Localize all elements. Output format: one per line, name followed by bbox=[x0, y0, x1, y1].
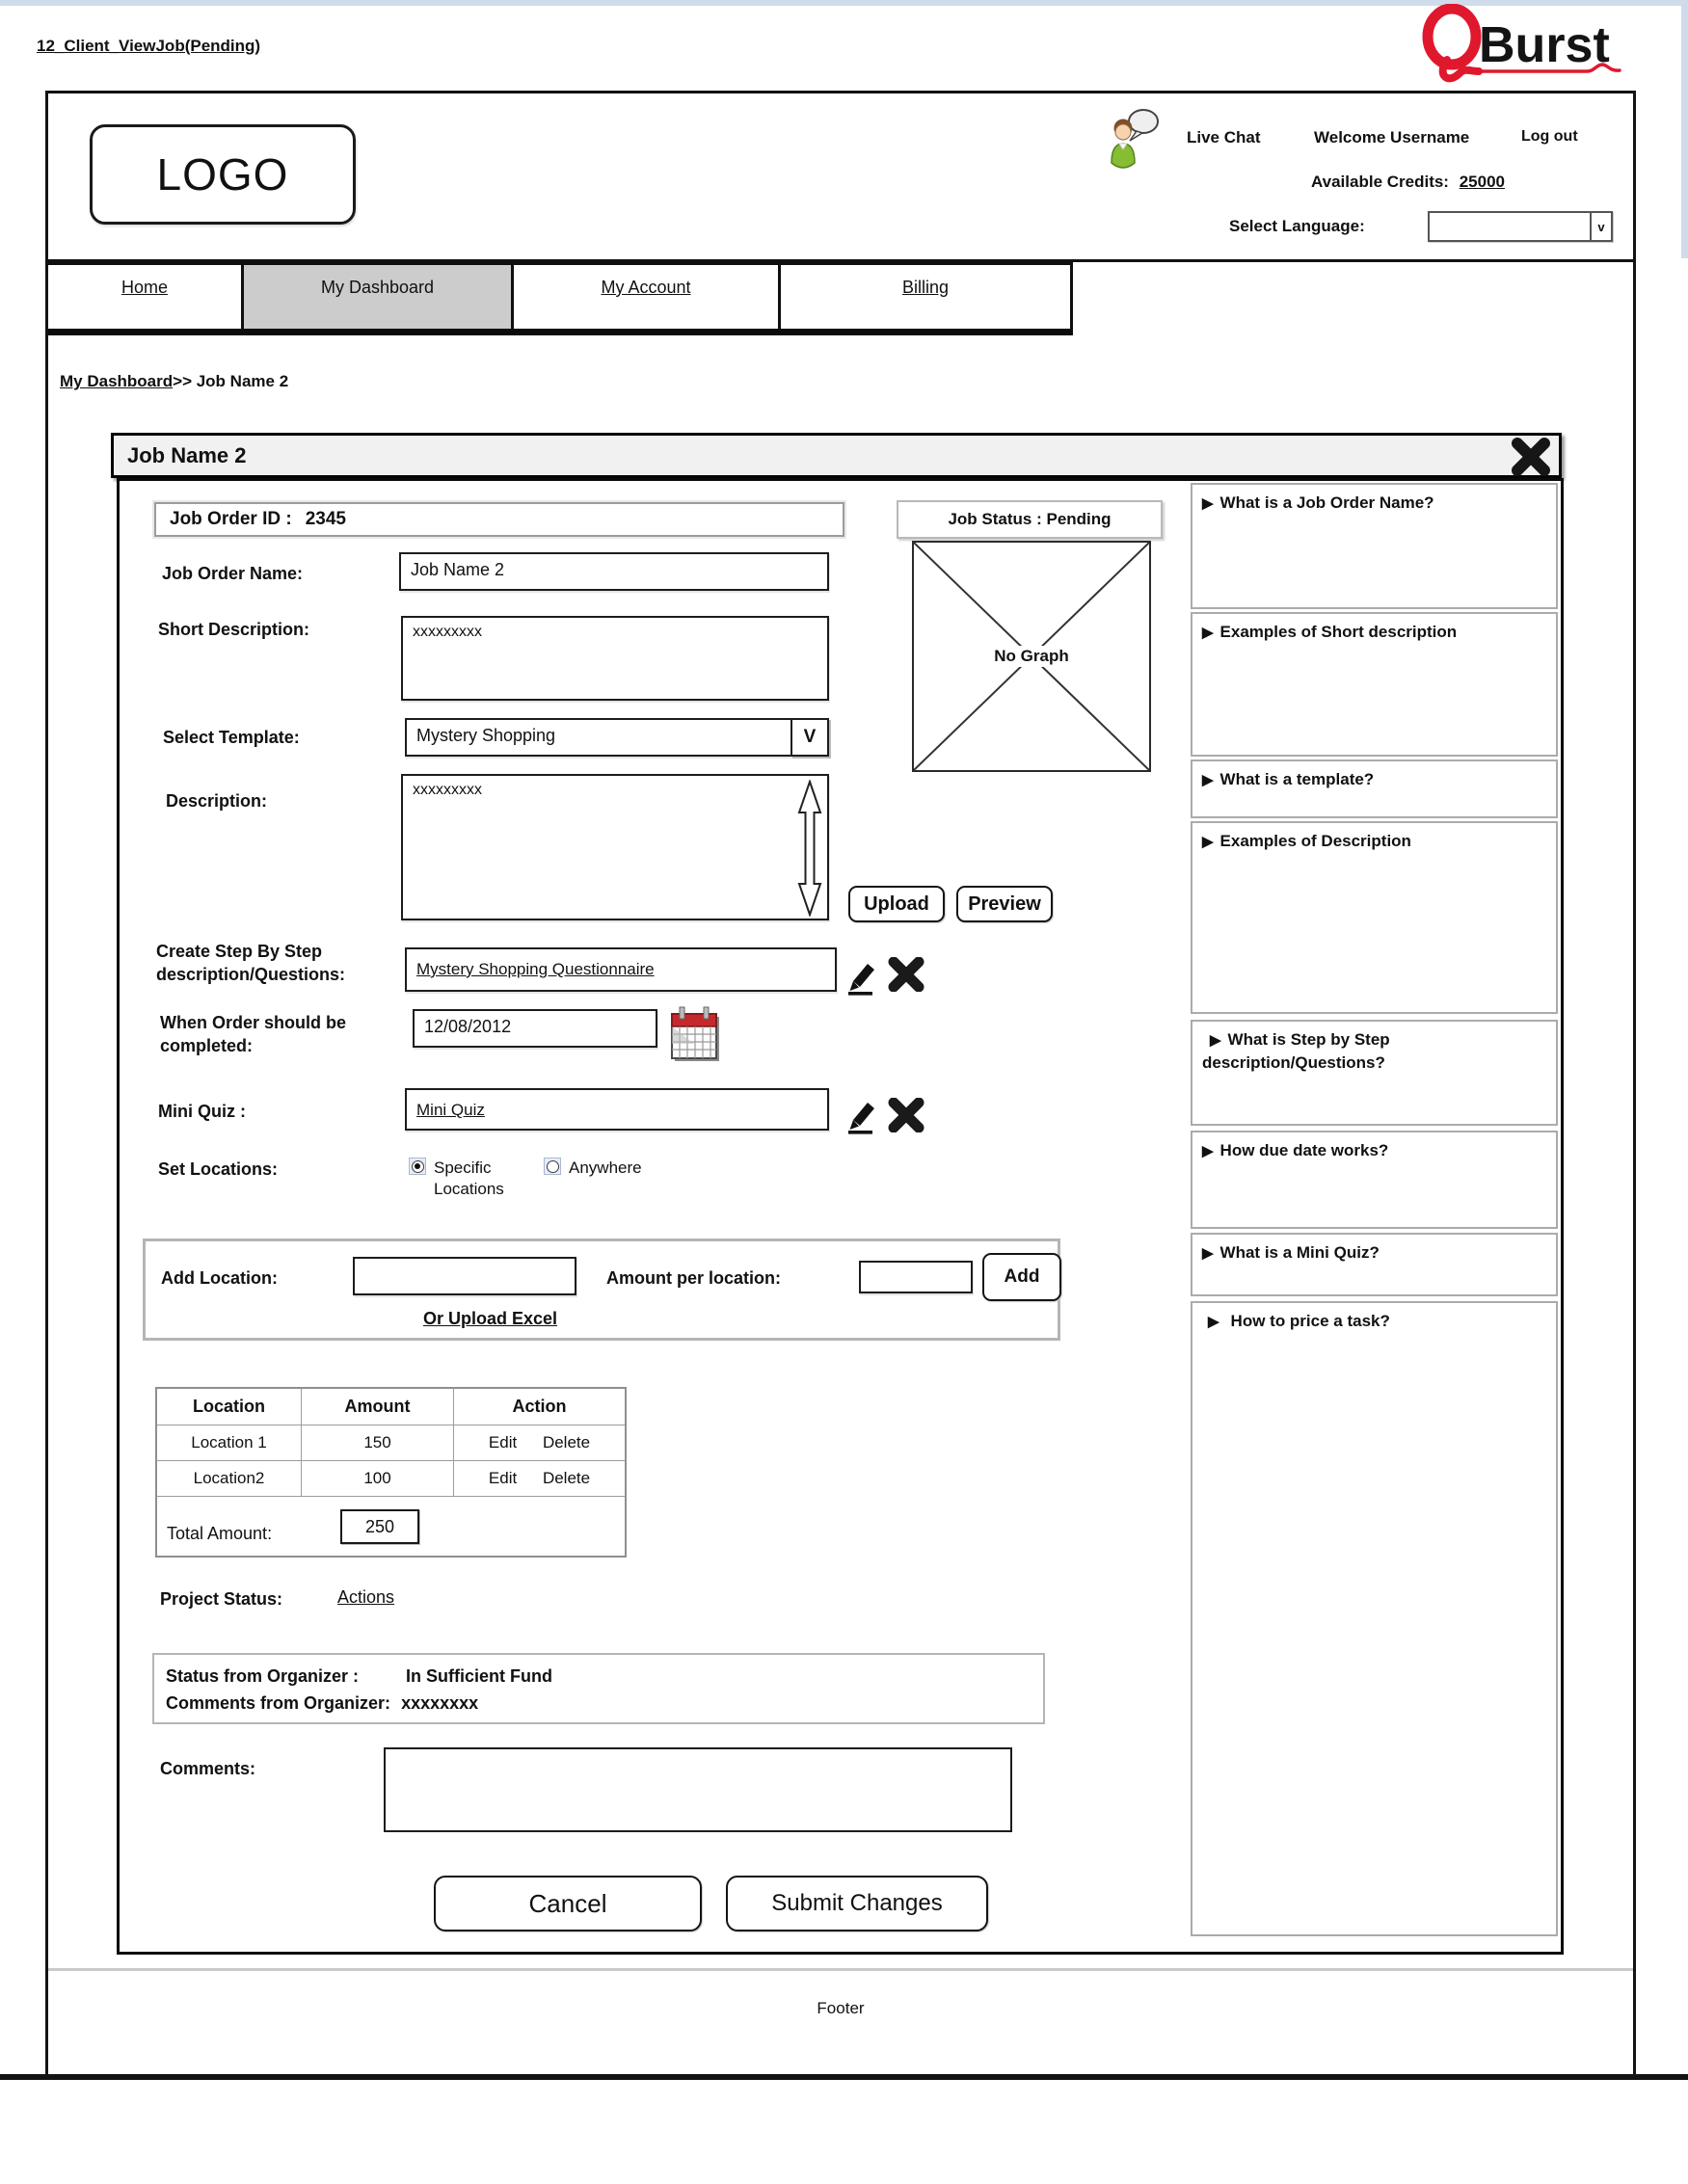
project-status-label: Project Status: bbox=[160, 1589, 283, 1609]
scroll-arrows-icon bbox=[797, 780, 822, 917]
job-order-id-label: Job Order ID : bbox=[170, 509, 292, 529]
delete-link[interactable]: Delete bbox=[542, 1433, 591, 1452]
actions-link[interactable]: Actions bbox=[337, 1587, 395, 1607]
due-date-label-line1: When Order should be bbox=[160, 1013, 347, 1032]
radio-specific-locations[interactable] bbox=[409, 1158, 426, 1175]
tab-my-dashboard[interactable]: My Dashboard bbox=[241, 262, 514, 332]
template-select-value: Mystery Shopping bbox=[416, 726, 556, 745]
short-description-textarea[interactable]: xxxxxxxxx bbox=[401, 616, 829, 701]
upload-button[interactable]: Upload bbox=[848, 886, 945, 922]
qburst-logo bbox=[1415, 4, 1647, 83]
triangle-bullet-icon: ▶ bbox=[1202, 625, 1214, 641]
step-questionnaire-link[interactable]: Mystery Shopping Questionnaire bbox=[416, 960, 655, 978]
triangle-bullet-icon: ▶ bbox=[1202, 772, 1214, 788]
cancel-button[interactable]: Cancel bbox=[434, 1876, 702, 1931]
select-template-label: Select Template: bbox=[163, 728, 300, 747]
organizer-status-label: Status from Organizer : bbox=[166, 1666, 360, 1686]
job-order-id-value: 2345 bbox=[305, 509, 346, 529]
help-item-label: What is a Mini Quiz? bbox=[1219, 1243, 1380, 1262]
cell-amount: 150 bbox=[301, 1425, 453, 1460]
triangle-bullet-icon: ▶ bbox=[1202, 834, 1214, 850]
cell-actions bbox=[453, 1461, 625, 1496]
step-label-line2: description/Questions: bbox=[156, 965, 346, 984]
add-button[interactable]: Add bbox=[982, 1253, 1061, 1301]
edit-icon[interactable] bbox=[844, 955, 879, 1000]
mini-quiz-input[interactable] bbox=[405, 1088, 829, 1131]
col-amount: Amount bbox=[301, 1389, 453, 1425]
radio-specific-locations-label: Specific Locations bbox=[434, 1159, 504, 1198]
cell-amount: 100 bbox=[301, 1461, 453, 1496]
page-border-right bbox=[1633, 91, 1636, 2078]
mini-quiz-link[interactable]: Mini Quiz bbox=[416, 1101, 485, 1119]
welcome-user-label: Welcome Username bbox=[1314, 128, 1470, 146]
help-item-mini-quiz[interactable] bbox=[1191, 1233, 1558, 1296]
step-input[interactable] bbox=[405, 947, 837, 992]
mini-quiz-label: Mini Quiz : bbox=[158, 1102, 246, 1121]
organizer-comments-label: Comments from Organizer: bbox=[166, 1693, 391, 1713]
delete-icon[interactable] bbox=[886, 957, 926, 997]
calendar-icon[interactable] bbox=[669, 1005, 721, 1068]
step-label-line1: Create Step By Step bbox=[156, 942, 323, 961]
dialog-title: Job Name 2 bbox=[127, 442, 247, 467]
col-location: Location bbox=[193, 1397, 265, 1416]
breadcrumb-dashboard-link[interactable]: My Dashboard bbox=[60, 372, 174, 390]
svg-text:Burst: Burst bbox=[1479, 17, 1610, 73]
add-location-input[interactable] bbox=[353, 1257, 576, 1295]
job-order-name-label: Job Order Name: bbox=[162, 564, 304, 583]
amount-per-location-input[interactable] bbox=[859, 1261, 973, 1293]
help-item-label: What is Step by Step description/Questions? bbox=[1202, 1030, 1390, 1072]
tab-home[interactable]: Home bbox=[45, 262, 244, 332]
triangle-bullet-icon: ▶ bbox=[1202, 1143, 1214, 1159]
due-date-input[interactable]: 12/08/2012 bbox=[413, 1009, 657, 1048]
help-item-label: How due date works? bbox=[1219, 1141, 1389, 1159]
table-header-row bbox=[157, 1389, 625, 1425]
delete-link[interactable]: Delete bbox=[542, 1469, 591, 1487]
radio-anywhere-label: Anywhere bbox=[569, 1159, 642, 1177]
set-locations-label: Set Locations: bbox=[158, 1159, 279, 1179]
help-item-label: What is a template? bbox=[1219, 770, 1375, 788]
table-row bbox=[157, 1460, 625, 1496]
page-border-left bbox=[45, 91, 48, 2078]
add-location-label: Add Location: bbox=[161, 1268, 278, 1288]
close-icon[interactable] bbox=[1509, 437, 1553, 477]
add-location-panel bbox=[143, 1238, 1060, 1341]
help-item-label: What is a Job Order Name? bbox=[1219, 493, 1434, 512]
tab-my-account[interactable]: My Account bbox=[511, 262, 781, 332]
no-graph-label: No Graph bbox=[989, 646, 1073, 667]
credits-label: Available Credits: bbox=[1311, 173, 1449, 191]
help-item-step-by-step[interactable] bbox=[1191, 1020, 1558, 1126]
description-label: Description: bbox=[166, 791, 268, 811]
description-textarea[interactable] bbox=[401, 774, 829, 920]
footer-separator bbox=[45, 1968, 1636, 1971]
job-status-badge: Job Status : Pending bbox=[897, 500, 1163, 539]
language-label: Select Language: bbox=[1229, 217, 1365, 235]
tab-billing[interactable]: Billing bbox=[778, 262, 1073, 332]
help-item-label: Examples of Description bbox=[1219, 832, 1411, 850]
help-item-price-task[interactable] bbox=[1191, 1301, 1558, 1936]
cell-location: Location2 bbox=[193, 1469, 265, 1487]
preview-button[interactable]: Preview bbox=[956, 886, 1053, 922]
template-select[interactable] bbox=[405, 718, 829, 757]
total-amount-label: Total Amount: bbox=[167, 1524, 273, 1543]
upload-excel-link[interactable]: Or Upload Excel bbox=[423, 1309, 558, 1328]
delete-icon[interactable] bbox=[886, 1098, 926, 1137]
header bbox=[45, 91, 1636, 262]
live-chat-link[interactable]: Live Chat bbox=[1187, 128, 1261, 146]
qburst-q-icon bbox=[1415, 4, 1647, 83]
help-item-job-order-name[interactable] bbox=[1191, 483, 1558, 609]
scrollbar[interactable] bbox=[797, 780, 822, 917]
help-item-due-date[interactable] bbox=[1191, 1131, 1558, 1229]
breadcrumb bbox=[60, 372, 288, 391]
page-border-bottom bbox=[0, 2074, 1688, 2080]
col-action: Action bbox=[453, 1389, 625, 1425]
table-row bbox=[157, 1425, 625, 1460]
cell-actions bbox=[453, 1425, 625, 1460]
comments-label: Comments: bbox=[160, 1759, 256, 1778]
triangle-bullet-icon: ▶ bbox=[1202, 1245, 1214, 1262]
triangle-bullet-icon: ▶ bbox=[1208, 1314, 1219, 1330]
nav-underline bbox=[45, 330, 1073, 335]
dialog-titlebar bbox=[111, 433, 1562, 478]
cell-location: Location 1 bbox=[191, 1433, 267, 1452]
help-item-template[interactable] bbox=[1191, 759, 1558, 818]
help-item-label: Examples of Short description bbox=[1219, 623, 1458, 641]
edit-link[interactable]: Edit bbox=[488, 1433, 518, 1452]
triangle-bullet-icon: ▶ bbox=[1202, 495, 1214, 512]
locations-table bbox=[155, 1387, 627, 1558]
help-item-short-description[interactable] bbox=[1191, 612, 1558, 757]
total-amount-value: 250 bbox=[340, 1509, 419, 1544]
help-item-description[interactable] bbox=[1191, 821, 1558, 1014]
table-total-row bbox=[157, 1496, 625, 1556]
live-chat-icon[interactable] bbox=[1109, 107, 1161, 169]
due-date-label-line2: completed: bbox=[160, 1036, 254, 1055]
breadcrumb-current: >> Job Name 2 bbox=[173, 372, 289, 390]
comments-textarea[interactable] bbox=[384, 1747, 1012, 1832]
dropdown-v-icon[interactable]: V bbox=[790, 718, 829, 757]
footer-text: Footer bbox=[817, 1999, 865, 2017]
language-select[interactable] bbox=[1428, 211, 1613, 242]
credits-value[interactable]: 25000 bbox=[1459, 173, 1505, 191]
description-value: xxxxxxxxx bbox=[413, 782, 482, 798]
job-order-name-input[interactable]: Job Name 2 bbox=[399, 552, 829, 591]
right-edge-strip bbox=[1681, 0, 1688, 258]
radio-anywhere[interactable] bbox=[544, 1158, 561, 1175]
no-graph-placeholder bbox=[912, 541, 1151, 772]
submit-changes-button[interactable]: Submit Changes bbox=[726, 1876, 988, 1931]
organizer-status-box bbox=[152, 1653, 1045, 1724]
page-title: 12_Client_ViewJob(Pending) bbox=[37, 37, 261, 55]
short-description-label: Short Description: bbox=[158, 620, 310, 639]
dialog-body bbox=[117, 478, 1564, 1955]
site-logo: LOGO bbox=[90, 124, 356, 225]
triangle-bullet-icon: ▶ bbox=[1210, 1032, 1221, 1049]
logout-link[interactable]: Log out bbox=[1521, 128, 1578, 145]
job-order-id-box bbox=[154, 502, 844, 537]
organizer-status-value: In Sufficient Fund bbox=[406, 1666, 553, 1686]
organizer-comments-value: xxxxxxxx bbox=[401, 1693, 479, 1713]
help-item-label: How to price a task? bbox=[1230, 1312, 1390, 1330]
chevron-down-icon[interactable]: v bbox=[1590, 213, 1611, 240]
amount-per-location-label: Amount per location: bbox=[606, 1268, 781, 1288]
edit-icon[interactable] bbox=[844, 1094, 879, 1139]
edit-link[interactable]: Edit bbox=[488, 1469, 518, 1487]
